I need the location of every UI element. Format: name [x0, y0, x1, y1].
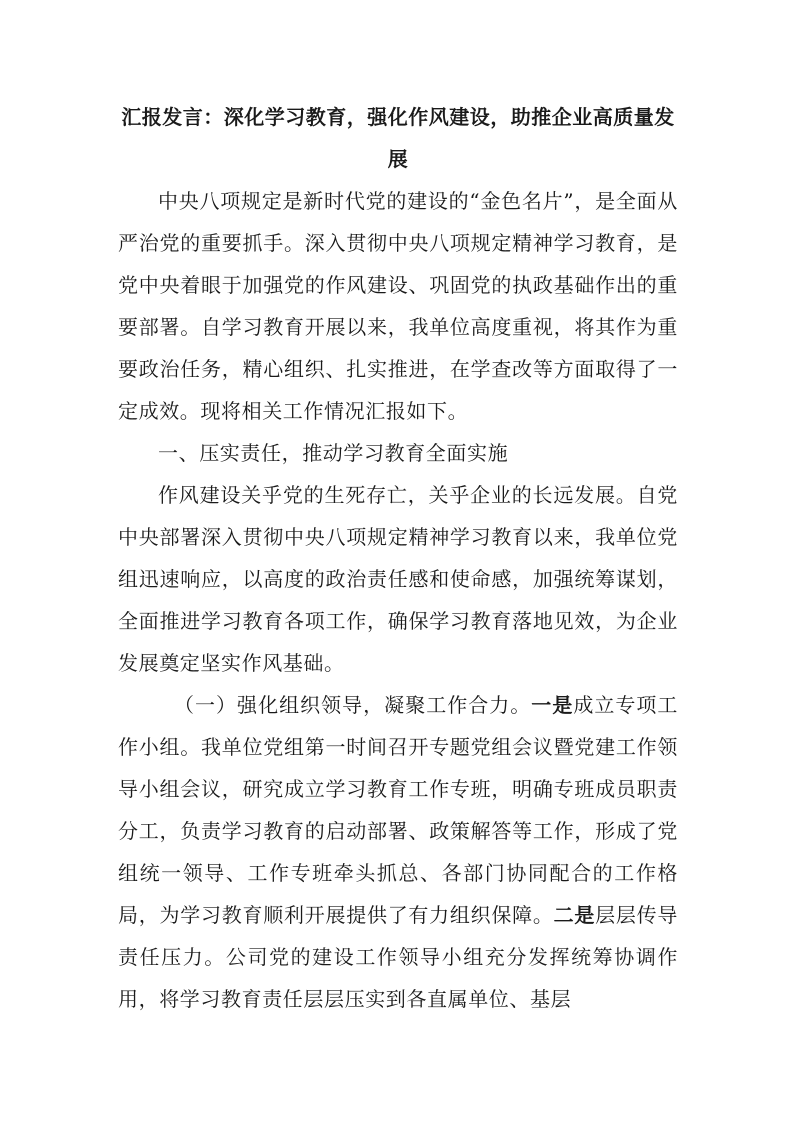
document-title: 汇报发言：深化学习教育，强化作风建设，助推企业高质量发展	[121, 105, 675, 171]
point-2-text: 层层传导责任压力。公司党的建设工作领导小组充分发挥统筹协调作用，将学习教育责任层层压实到各直属单位、基层	[118, 903, 678, 1011]
point-2-label: 二是	[553, 903, 596, 927]
intro-paragraph: 中央八项规定是新时代党的建设的“金色名片”，是全面从严治党的重要抓手。深入贯彻中央八项规定精神学习教育，是党中央着眼于加强党的作风建设、巩固党的执政基础作出的重要部署。自学习教育开展以来，我单位高度重视，将其作为重要政治任务，精心组织、扎实推进，在学查改等方面取得了一定成效。现将相关工作情况汇报如下。	[118, 189, 678, 423]
section-1-heading: 一、压实责任，推动学习教育全面实施	[158, 441, 509, 465]
subsection-1-heading: （一）强化组织领导，凝聚工作合力。	[174, 693, 532, 717]
document-body	[118, 96, 678, 1020]
point-1-text: 成立专项工作小组。我单位党组第一时间召开专题党组会议暨党建工作领导小组会议，研究成立学习教育工作专班，明确专班成员职责分工，负责学习教育的启动部署、政策解答等工作，形成了党组统一领导、工作专班牵头抓总、各部门协同配合的工作格局，为学习教育顺利开展提供了有力组织保障。	[118, 693, 679, 927]
section-1-paragraph: 作风建设关乎党的生死存亡，关乎企业的长远发展。自党中央部署深入贯彻中央八项规定精神学习教育以来，我单位党组迅速响应，以高度的政治责任感和使命感，加强统筹谋划，全面推进学习教育各项工作，确保学习教育落地见效，为企业发展奠定坚实作风基础。	[118, 483, 678, 675]
subsection-1-paragraph	[118, 684, 678, 1020]
point-1-label: 一是	[531, 693, 574, 717]
